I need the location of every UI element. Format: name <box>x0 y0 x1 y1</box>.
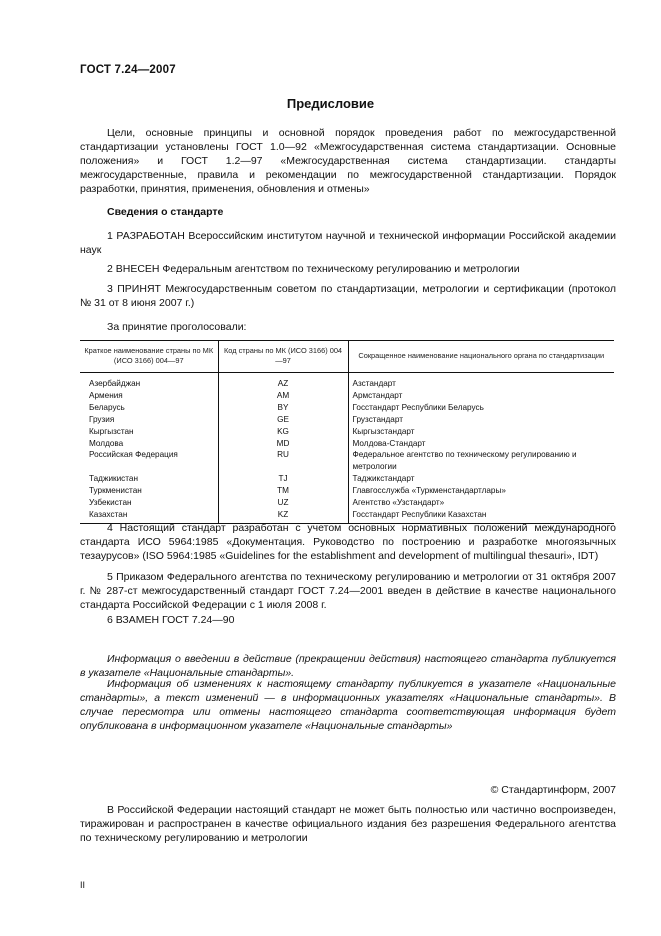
table-row <box>80 414 614 426</box>
standard-code: ГОСТ 7.24—2007 <box>80 64 176 76</box>
item-6-replaces: 6 ВЗАМЕН ГОСТ 7.24—90 <box>107 614 235 626</box>
cell-org: Таджикстандарт <box>348 473 614 485</box>
intro-paragraph: Цели, основные принципы и основной порядок проведения работ по межгосударственной стандартизации установлены ГОСТ 1.0—92 «Межгосударственная система стандартизации. Основные положения» и ГОСТ 1.2—97 «Межгосударственная система стандартизации. стандарты межгосударственные, правила и рекомендации по межгосударственной стандартизации. Порядок разработки, принятия, применения, обновления и отмены» <box>80 127 616 195</box>
cell-code: BY <box>218 402 348 414</box>
page-number: II <box>80 880 86 890</box>
table-row <box>80 402 614 414</box>
cell-code: KG <box>218 426 348 438</box>
table-row <box>80 449 614 473</box>
cell-code: GE <box>218 414 348 426</box>
cell-code: AM <box>218 390 348 402</box>
cell-org: Госстандарт Республики Казахстан <box>348 509 614 523</box>
copyright: © Стандартинформ, 2007 <box>490 784 616 796</box>
header-code: Код страны по МК (ИСО 3166) 004—97 <box>218 341 348 373</box>
item-1-developed: 1 РАЗРАБОТАН Всероссийским институтом научной и технической информации Российской академии наук <box>80 230 616 256</box>
cell-country: Кыргызстан <box>89 426 134 436</box>
cell-org: Кыргызстандарт <box>348 426 614 438</box>
cell-country: Казахстан <box>80 509 218 523</box>
item-5-enactment: 5 Приказом Федерального агентства по техническому регулированию и метрологии от 31 октября 2007 г. № 287-ст межгосударственный стандарт ГОСТ 7.24—2001 введен в действие в качестве национального стандарта Российской Федерации с 1 июля 2008 г. <box>80 571 616 611</box>
section-heading: Сведения о стандарте <box>107 206 224 218</box>
cell-org: Молдова-Стандарт <box>348 438 614 450</box>
table-row <box>80 426 614 438</box>
reproduction-restriction: В Российской Федерации настоящий стандарт не может быть полностью или частично воспроизведен, тиражирован и распространен в качестве официального издания без разрешения Федерального агентства по техническому регулированию и метрологии <box>80 804 616 844</box>
cell-org: Агентство «Узстандарт» <box>348 497 614 509</box>
item-3-adopted: 3 ПРИНЯТ Межгосударственным советом по стандартизации, метрологии и сертификации (протокол № 31 от 8 июня 2007 г.) <box>80 283 616 309</box>
notice-changes: Информация об изменениях к настоящему стандарту публикуется в указателе «Национальные стандарты», а текст изменений — в информационных указателях «Национальные стандарты». В случае пересмотра или отмены настоящего стандарта соответствующая информация будет опубликована в информационном указателе «Национальные стандарты» <box>80 678 616 732</box>
cell-country: Армения <box>89 390 123 400</box>
cell-country: Российская Федерация <box>89 450 178 460</box>
cell-country: Таджикистан <box>89 474 138 484</box>
cell-code: TM <box>218 485 348 497</box>
page-title: Предисловие <box>286 96 375 111</box>
cell-org: Армстандарт <box>348 390 614 402</box>
table-row <box>80 497 614 509</box>
table-row <box>80 473 614 485</box>
cell-code: RU <box>218 449 348 473</box>
item-4-basis: 4 Настоящий стандарт разработан с учетом основных нормативных положений международного стандарта ИСО 5964:1985 «Документация. Руководство по построению и разработке многоязычных тезаурусов» (ISO 5964:1985 «Guidelines for the establishment and development of multilingual thesauri», IDT) <box>80 522 616 562</box>
cell-org: Главгосслужба «Туркменстандартлары» <box>348 485 614 497</box>
cell-country: Узбекистан <box>89 498 132 508</box>
cell-country: Беларусь <box>89 402 125 412</box>
table-row <box>80 485 614 497</box>
header-org: Сокращенное наименование национального органа по стандартизации <box>348 341 614 373</box>
cell-org: Федеральное агентство по техническому регулированию и метрологии <box>348 449 614 473</box>
notice-introduction: Информация о введении в действие (прекращении действия) настоящего стандарта публикуется в указателе «Национальные стандарты». <box>80 653 616 679</box>
cell-code: KZ <box>218 509 348 523</box>
cell-org: Азстандарт <box>348 373 614 390</box>
table-row <box>80 390 614 402</box>
header-country: Краткое наименование страны по МК (ИСО 3166) 004—97 <box>80 341 218 373</box>
cell-country: Грузия <box>89 414 115 424</box>
cell-country: Туркменистан <box>89 486 142 496</box>
item-2-introduced: 2 ВНЕСЕН Федеральным агентством по техническому регулированию и метрологии <box>107 263 520 275</box>
cell-org: Грузстандарт <box>348 414 614 426</box>
cell-country: Азербайджан <box>89 379 141 388</box>
cell-code: UZ <box>218 497 348 509</box>
voted-label: За принятие проголосовали: <box>107 321 247 333</box>
cell-code: AZ <box>218 373 348 390</box>
cell-code: MD <box>218 438 348 450</box>
member-states-table <box>80 340 614 524</box>
table-row <box>80 373 614 390</box>
cell-org: Госстандарт Республики Беларусь <box>348 402 614 414</box>
table-row <box>80 438 614 450</box>
cell-code: TJ <box>218 473 348 485</box>
table-header-row <box>80 341 614 373</box>
cell-country: Молдова <box>89 438 124 448</box>
